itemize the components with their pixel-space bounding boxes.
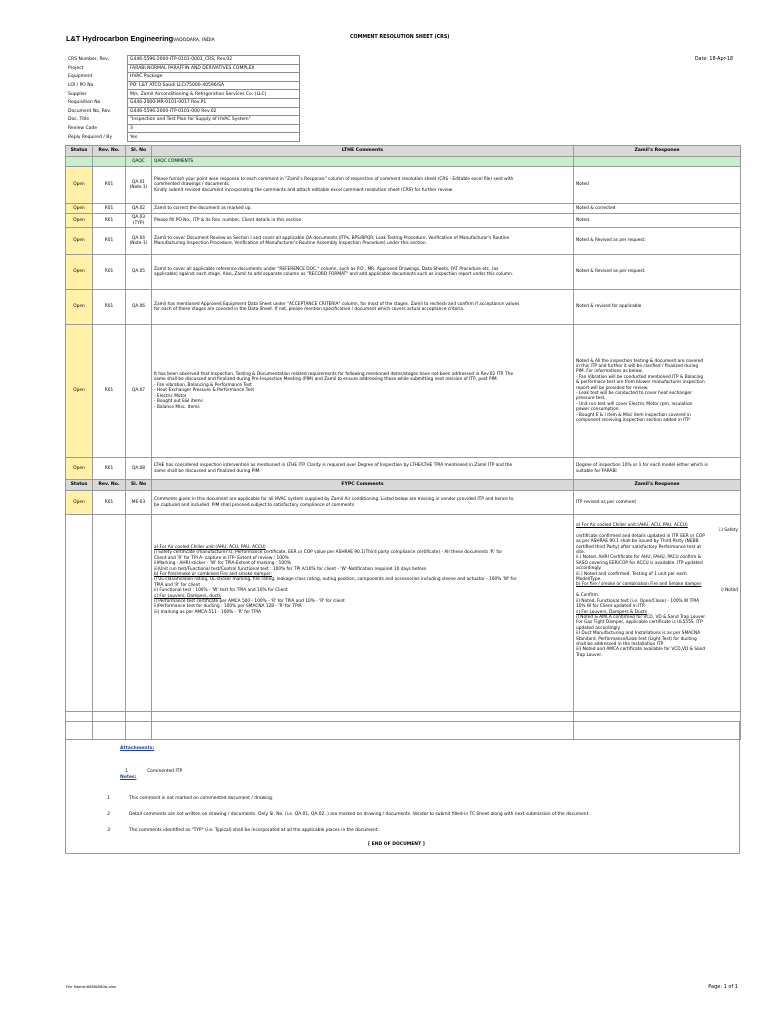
text-line: Kindly submit revised document incorporating the comments and attach editable excel comment resolution sheet (CRS) for further review. (154, 187, 454, 193)
text-line: & performace test are from blower manufacturer inspection (576, 380, 705, 386)
text-line: QA.05 (131, 269, 146, 275)
revision-number: R01 (104, 182, 114, 188)
note-number: 1 (107, 796, 110, 801)
meta-label: Supplier (68, 91, 87, 97)
rev-cell (93, 290, 126, 325)
status-cell (66, 325, 93, 458)
text-line: Zamil to cover Document Review as Section I and cover all applicable QA documents (ITPs, BPS/BPQR, Leak Testing Procedure, Verification of Manufacturer's Routine (154, 235, 510, 241)
text-line: Client and 'R' for TPI A- capture in ITP- Extent of review : 100% (154, 555, 289, 561)
revision-number: R01 (104, 238, 114, 244)
text-line: i) Performance test certificate per AMCA 500 - 100% - 'R' for TPIA and 10% - 'R' for client (154, 599, 345, 605)
text-line: LTHE has considered inspection intervention as mentioned in LTHE ITP. Clarity is required over Degree of Inspection by LTHE/LTHE TPIA mentioned in Zamil ITP and the (154, 463, 513, 469)
text-line: same shall be discussed and finalized during Pre-Inspection Meeting (PIM) and Zamil to ensure addressing those while submitting next revision of ITP, post PIM. (154, 377, 498, 383)
response-cell (574, 325, 741, 458)
table-row (66, 491, 741, 515)
meta-row (66, 116, 300, 125)
attachment-number: 1 (125, 769, 128, 774)
revision-number: R01 (104, 304, 114, 310)
revision-number: R01 (104, 388, 114, 394)
company-title: L&T Hydrocarbon Engineering (66, 34, 174, 43)
status-cell (66, 515, 93, 712)
text-line: Standard. Performance/Leak test (Light Test) for ducting (576, 636, 697, 642)
meta-row (66, 98, 300, 107)
text-line: SASO covering EER/COP for ACCU is available. ITP updated (576, 560, 703, 566)
serial-number (128, 236, 149, 247)
response-text (576, 269, 738, 274)
text-line: Degree of inspection 10% or 1 for each model either which is (576, 463, 708, 469)
text-line: Model/Type. (576, 577, 602, 583)
meta-row (66, 133, 300, 142)
status-badge: Open (73, 217, 85, 223)
text-line: Zamil has mentioned Approved Equipment Data Sheet under "ACCEPTANCE CRITERIA" column, for most of the stages. Zamil to recheck and confirm if acceptance values (154, 301, 520, 307)
meta-value: Yes (128, 133, 300, 142)
text-line: (TYP) (132, 220, 145, 226)
table-row (66, 290, 741, 325)
rev-cell (93, 167, 126, 204)
sl-cell (126, 290, 152, 325)
text-line: It has been observed that Inspection, Testing & Documentation related requirements for following mentioned items/stages have not been addressed in Rev.02 ITP. The (154, 372, 514, 378)
rev-cell (93, 255, 126, 290)
comment-cell (152, 214, 574, 228)
table-row (66, 325, 741, 458)
response-cell (574, 491, 741, 515)
response-text (576, 304, 738, 309)
response-cell (574, 214, 741, 228)
status-badge: Open (73, 499, 85, 505)
text-line: ii) Duct Manufacturing and Installations is as per SMACNA (576, 631, 701, 637)
response-text (576, 218, 738, 223)
comment-text (154, 206, 571, 211)
serial-number: ME-03 (131, 499, 146, 505)
text-line: iii) marking as per AMCA-511 - 100% - 'R' for TPIA (154, 609, 261, 615)
rev-cell (93, 325, 126, 458)
text-line: ii) Functional test : 100% - 'W' test for TPIA and 10% for Client (154, 588, 288, 594)
response-text (576, 206, 738, 211)
text-line: QA.08 (131, 465, 146, 471)
meta-value: "Inspection and Test Plan for Supply of HVAC System" (128, 116, 300, 125)
text-line: - Balance Misc. Items (154, 404, 200, 410)
header-lthe-comments: LTHE Comments (152, 146, 574, 157)
fypc-header-row (66, 480, 741, 491)
text-line: Comments given in this document are applicable for all HVAC system supplied by Zamil Air conditioning. Listed below are missing in vendor provided ITP and hence to (154, 497, 514, 503)
text-line: ii)Performance test for ducting : 100% per SMACNA 128 - 'R' for TPIA (154, 604, 302, 610)
text-line: iii.) Noted and confirmed. Testing of 1 unit per each (576, 571, 687, 577)
sl-cell (126, 255, 152, 290)
text-line: Noted. (576, 217, 591, 223)
text-line: - Fan vibration, Balancing & Performance Test (154, 382, 252, 388)
status-badge: Open (73, 269, 85, 275)
comment-text (154, 515, 571, 615)
text-line: site. (576, 550, 586, 556)
text-line: - Fan Vibration will be conducted mentioned ITP & Balacing (576, 374, 704, 380)
table-header-row (66, 146, 741, 157)
meta-value: PO: L&T ATCO Saudi LLC/75000-40596/SA (128, 81, 300, 90)
meta-row (66, 56, 300, 65)
meta-label: Project (68, 65, 84, 71)
company-name (66, 34, 215, 43)
text-line: Zamil to cover all applicable reference documents under "REFERENCE DOC." column, such as P.O., MR, Approved Drawings, Data Sheets, FAT Procedure etc. (as (154, 266, 499, 272)
header-sl: Sl. No (126, 146, 152, 157)
note-text: The comments identified as "TYP" (i.e. Typical) shall be incorporated at all the applicable places in the document. (129, 828, 379, 833)
text-line: certified third Party) after satisfactory Performance test at (576, 544, 702, 550)
serial-number (128, 388, 149, 393)
note-number: 3 (107, 828, 110, 833)
text-line: QA.03 (131, 215, 146, 221)
header-rev: Rev. No. (93, 480, 126, 491)
response-cell (574, 458, 741, 480)
meta-value: M/s. Zamil Airconditioning & Refrigeration Services Co. (LLC) (128, 90, 300, 99)
status-badge: Open (73, 388, 85, 394)
note-text: This comment is not marked on commented document / drawing. (129, 796, 274, 801)
text-line: QA.07 (131, 388, 146, 394)
text-line: QA.01 (131, 179, 146, 185)
table-row-detail (66, 515, 741, 712)
document-title: COMMENT RESOLUTION SHEET (CRS) (350, 35, 450, 40)
text-line: as per ASHRAE 90.1 shall be issued by Third Party (NEBB (576, 539, 699, 545)
meta-row (66, 73, 300, 82)
text-line: component receiving inspection section added in ITP (576, 418, 690, 424)
header-status: Status (66, 146, 93, 157)
response-text (576, 238, 738, 243)
text-line: Trap Louver. (576, 652, 603, 658)
attachment-text: Commented ITP (147, 769, 183, 774)
sl-cell (126, 228, 152, 255)
text-line: 10% W for Client updated in ITP. (576, 604, 646, 610)
header-sl: Sl. No (126, 480, 152, 491)
text-line: Noted & Revised as per request. (576, 238, 646, 244)
comment-text (154, 463, 571, 474)
text-line: report will be provided for review. (576, 385, 649, 391)
status-badge: Open (73, 238, 85, 244)
comment-cell (152, 228, 574, 255)
document-meta-table (66, 55, 300, 142)
sl-cell (126, 491, 152, 515)
text-line: in this ITP and further it will be clarified / finalized during (576, 363, 699, 369)
meta-label: Review Code (68, 126, 98, 132)
header-zamil-response: Zamil's Response (574, 480, 741, 491)
revision-number: R01 (104, 269, 114, 275)
status-badge: Open (73, 304, 85, 310)
comment-text (154, 497, 571, 508)
meta-row (66, 81, 300, 90)
meta-label: Reply Required / By (68, 134, 113, 140)
response-cell (574, 515, 741, 712)
status-cell (66, 290, 93, 325)
text-line: Please furnish your point wise response to each comment in "Zamil's Response" column of respective of comment resolution sheet (CRS - Editable excel file) sent with (154, 176, 514, 182)
meta-row (66, 107, 300, 116)
meta-label: LOI / PO No (68, 83, 94, 89)
response-cell (574, 290, 741, 325)
text-line: - Electric Motor (154, 393, 187, 399)
comment-cell (152, 204, 574, 214)
text-line: c) For Louvers, Dampers, ducts (154, 593, 222, 599)
comment-cell (152, 515, 574, 712)
response-text (576, 500, 738, 505)
section-code: QAQC (126, 157, 152, 167)
serial-number (128, 304, 149, 309)
table-row (66, 204, 741, 214)
meta-value: G446-5596-2000-ITP-0101-0001_CRS, Rev.02 (128, 56, 300, 65)
text-line: Noted & Revised as per request. (576, 269, 646, 275)
comment-text (154, 177, 571, 193)
comment-text (154, 218, 571, 223)
meta-value: G446-5596-2000-ITP-0101-000 Rev.02 (128, 107, 300, 116)
text-line: certificate confirmed and details updated in ITP. EER or COP (576, 533, 705, 539)
meta-label: Doc. Title (68, 117, 90, 123)
section-label: QAQC COMMENTS (152, 157, 574, 167)
text-line: commented drawings / documents. (154, 182, 231, 188)
comment-cell (152, 458, 574, 480)
serial-number (128, 180, 149, 191)
end-of-document: [ END OF DOCUMENT ] (368, 842, 425, 847)
text-line: Zamil to correct the document as marked up. (154, 205, 252, 211)
text-line: applicable) against each stage. Also, Zamil to add separate column as "RECORD FORMAT" and add applicable documents such as inspection report under this column. (154, 272, 514, 277)
sl-cell (126, 214, 152, 228)
revision-number: R01 (104, 217, 114, 223)
text-line: be captured and included. PIM shall proceed subject to satisfactory compliance of comments (154, 502, 355, 508)
status-cell (66, 458, 93, 480)
comment-cell (152, 325, 574, 458)
text-line: iii) Noted and AMCA certificate available for VCD,VD & Sand (576, 647, 706, 653)
text-line: Manufacturing Inspection Procedure, Verification of Manufacturer's Routine Assembly Inspection Procedure) under this section. (154, 241, 427, 246)
rev-cell (93, 491, 126, 515)
comment-text (154, 302, 571, 313)
meta-label: Equipment (68, 74, 93, 80)
text-line: c) For Louvers, Dampers & Ducts (576, 609, 647, 615)
sl-cell (126, 458, 152, 480)
text-line: (Note 1) (129, 185, 148, 190)
text-line: (Note-1) (129, 241, 148, 246)
status-badge: Open (73, 182, 85, 188)
text-line: TPIA and 'R' for client (154, 582, 201, 588)
sl-cell (126, 204, 152, 214)
meta-value: 3 (128, 124, 300, 133)
text-line: - Heat Exchanger Pressure & Performance Test (154, 388, 255, 394)
text-line: ii.) Noted. AHRI Certificate for AHU, FAHU, PACU confirm & (576, 555, 702, 561)
status-cell (66, 167, 93, 204)
text-line: ii)Marking : AHRI sticker - 'W' for TPIA-Extent of marking : 100% (154, 561, 291, 567)
meta-row (66, 90, 300, 99)
text-line: ITP revised as per comment (576, 499, 637, 505)
text-line: for each of these stages are covered in the Data Sheet. If not, please mention specification / document which covers actual acceptance criteria. (154, 307, 465, 312)
revision-number: R01 (104, 205, 114, 211)
serial-number (128, 206, 149, 211)
meta-value: HVAC Package (128, 73, 300, 82)
text-line: i) UL-classification rating, UL-sticker marking, fire rating, leakage class rating, outing position, components and accessories including sleeve and actuator - 100% 'W' for (154, 577, 517, 583)
text-line: shall be addressed in the Installation ITP. (576, 641, 664, 647)
table-row (66, 214, 741, 228)
status-cell (66, 491, 93, 515)
attachments-heading: Attachments: (120, 746, 155, 751)
text-line: ii) Noted. Functional test (i.e. Open/Close) - 100% W TPIA (576, 598, 700, 604)
text-line: Noted & revised for applicable (576, 304, 642, 310)
text-line: b) For fire / smoke or combination Fire and Smoke damper (576, 582, 702, 588)
text-line: i.) Safety (718, 528, 738, 534)
text-line: suitable for FARABI (576, 468, 617, 474)
rev-cell (93, 228, 126, 255)
text-line: b) For fire/smoke or combined Fire and smoke damper: (154, 572, 272, 578)
text-line: Noted (576, 182, 589, 188)
table-row (66, 228, 741, 255)
table-row (66, 458, 741, 480)
serial-number (128, 466, 149, 471)
header-status: Status (66, 480, 93, 491)
text-line: QA.02 (131, 205, 146, 211)
sl-cell (126, 167, 152, 204)
text-line: For Gas Tight Damper, applicable certificate is UL555S. ITP (576, 620, 703, 626)
meta-label: Document No, Rev. (68, 108, 112, 114)
comment-cell (152, 167, 574, 204)
sl-cell (126, 515, 152, 712)
response-text (576, 182, 738, 187)
text-line: i) Noted (720, 587, 738, 593)
footer-page-number: Page: 1 of 1 (708, 984, 738, 990)
text-line: & Confirm. (576, 593, 600, 599)
response-text (576, 523, 738, 658)
response-cell (574, 204, 741, 214)
section-qaqc-row (66, 157, 741, 167)
text-line: Please fill PO No., ITP & its Rev. number, Client details in this section. (154, 217, 303, 223)
text-line: Noted & All the inspection testing & document are covered (576, 358, 704, 364)
rev-cell (93, 214, 126, 228)
comment-text (154, 267, 571, 278)
note-text: Detail comments are not written on drawing / documents. Only Sl. No. (i.e. QA.01, QA.02..) are marked on drawing / documents. Vendor to submit filled-in TC Sheet along with next submission of the document. (129, 812, 590, 817)
meta-row (66, 124, 300, 133)
text-line: iii)Unit run test/Functional test/Control functional test : 100% for TPI A/10% for client - 'W'-Notification required 10 days before. (154, 566, 428, 572)
comments-table (65, 145, 741, 740)
rev-cell (93, 204, 126, 214)
status-cell (66, 214, 93, 228)
status-badge: Open (73, 205, 85, 211)
comment-cell (152, 290, 574, 325)
note-number: 2 (107, 812, 110, 817)
response-cell (574, 228, 741, 255)
comment-cell (152, 491, 574, 515)
note-item-3 (100, 816, 379, 835)
revision-number: R01 (104, 465, 114, 471)
notes-heading: Notes: (120, 775, 137, 780)
text-line: pressure test. (576, 396, 606, 402)
header-rev: Rev. No. (93, 146, 126, 157)
meta-value: G446-2000-MR-0101-0017 Rev.P1 (128, 98, 300, 107)
status-cell (66, 228, 93, 255)
status-cell (66, 255, 93, 290)
response-cell (574, 167, 741, 204)
text-line: Noted & corrected (576, 205, 616, 211)
text-line: - Leak test will be conducted to cover heat exchanger (576, 391, 692, 396)
response-text (576, 463, 738, 474)
company-location: VADODARA, INDIA (173, 38, 215, 43)
text-line: i) Noted & AMCA confirmed for VCD, VD & Sand Trap Louver. (576, 614, 707, 620)
response-text (576, 359, 738, 424)
meta-value: FARABI NORMAL PARAFFIN AND DERIVATIVES COMPLEX (128, 64, 300, 73)
text-line: same shall be discussed and finalized during PIM. (154, 468, 261, 474)
status-badge: Open (73, 465, 85, 471)
text-line: - Unit run test will cover Electric Motor rpm, insulation (576, 401, 693, 407)
table-row (66, 167, 741, 204)
attachment-item (118, 757, 182, 776)
header-zamil-response: Zamil's Response (574, 146, 741, 157)
header-fypc-comments: FYPC Comments (152, 480, 574, 491)
footer-filename: File Name:60M0690b.xlsx (66, 984, 117, 989)
text-line: updated accordingly. (576, 625, 621, 631)
response-cell (574, 255, 741, 290)
text-line: - Bought out E&I items (154, 399, 203, 405)
table-row (66, 255, 741, 290)
rev-cell (93, 515, 126, 712)
text-line: PIM. For informations as below. (576, 369, 643, 375)
serial-number (128, 269, 149, 274)
comment-text (154, 372, 571, 410)
meta-row (66, 64, 300, 73)
status-cell (66, 204, 93, 214)
text-line: accordingly. (576, 566, 602, 572)
text-line: i) Safety certificate (manufacturer's), Performance certificate, EER or COP value per ASHRAE 90.1(Third party compliance certificate) - All these documents 'R' for (154, 550, 503, 556)
rev-cell (93, 458, 126, 480)
text-line: QA.04 (131, 235, 146, 241)
text-line: a) For Air cooled Chiller unit:(AHU, ACU, PAU, ACCU) (576, 523, 688, 528)
comment-cell (152, 255, 574, 290)
text-line: power consumption. (576, 407, 620, 413)
text-line: a) For Air cooled Chiller unit:(AHU, ACU, PAU, ACCU) (154, 545, 266, 550)
comment-text (154, 236, 571, 247)
sl-cell (126, 325, 152, 458)
serial-number (128, 215, 149, 226)
text-line: - Bought E & I item & Misc item inspection covered in (576, 412, 691, 418)
text-line: QA.06 (131, 304, 146, 310)
document-date: Date: 18-Apr-18 (694, 57, 733, 62)
meta-label: CRS Number, Rev. (68, 57, 109, 63)
revision-number: R01 (104, 499, 114, 505)
meta-label: Requisition No (68, 100, 101, 106)
